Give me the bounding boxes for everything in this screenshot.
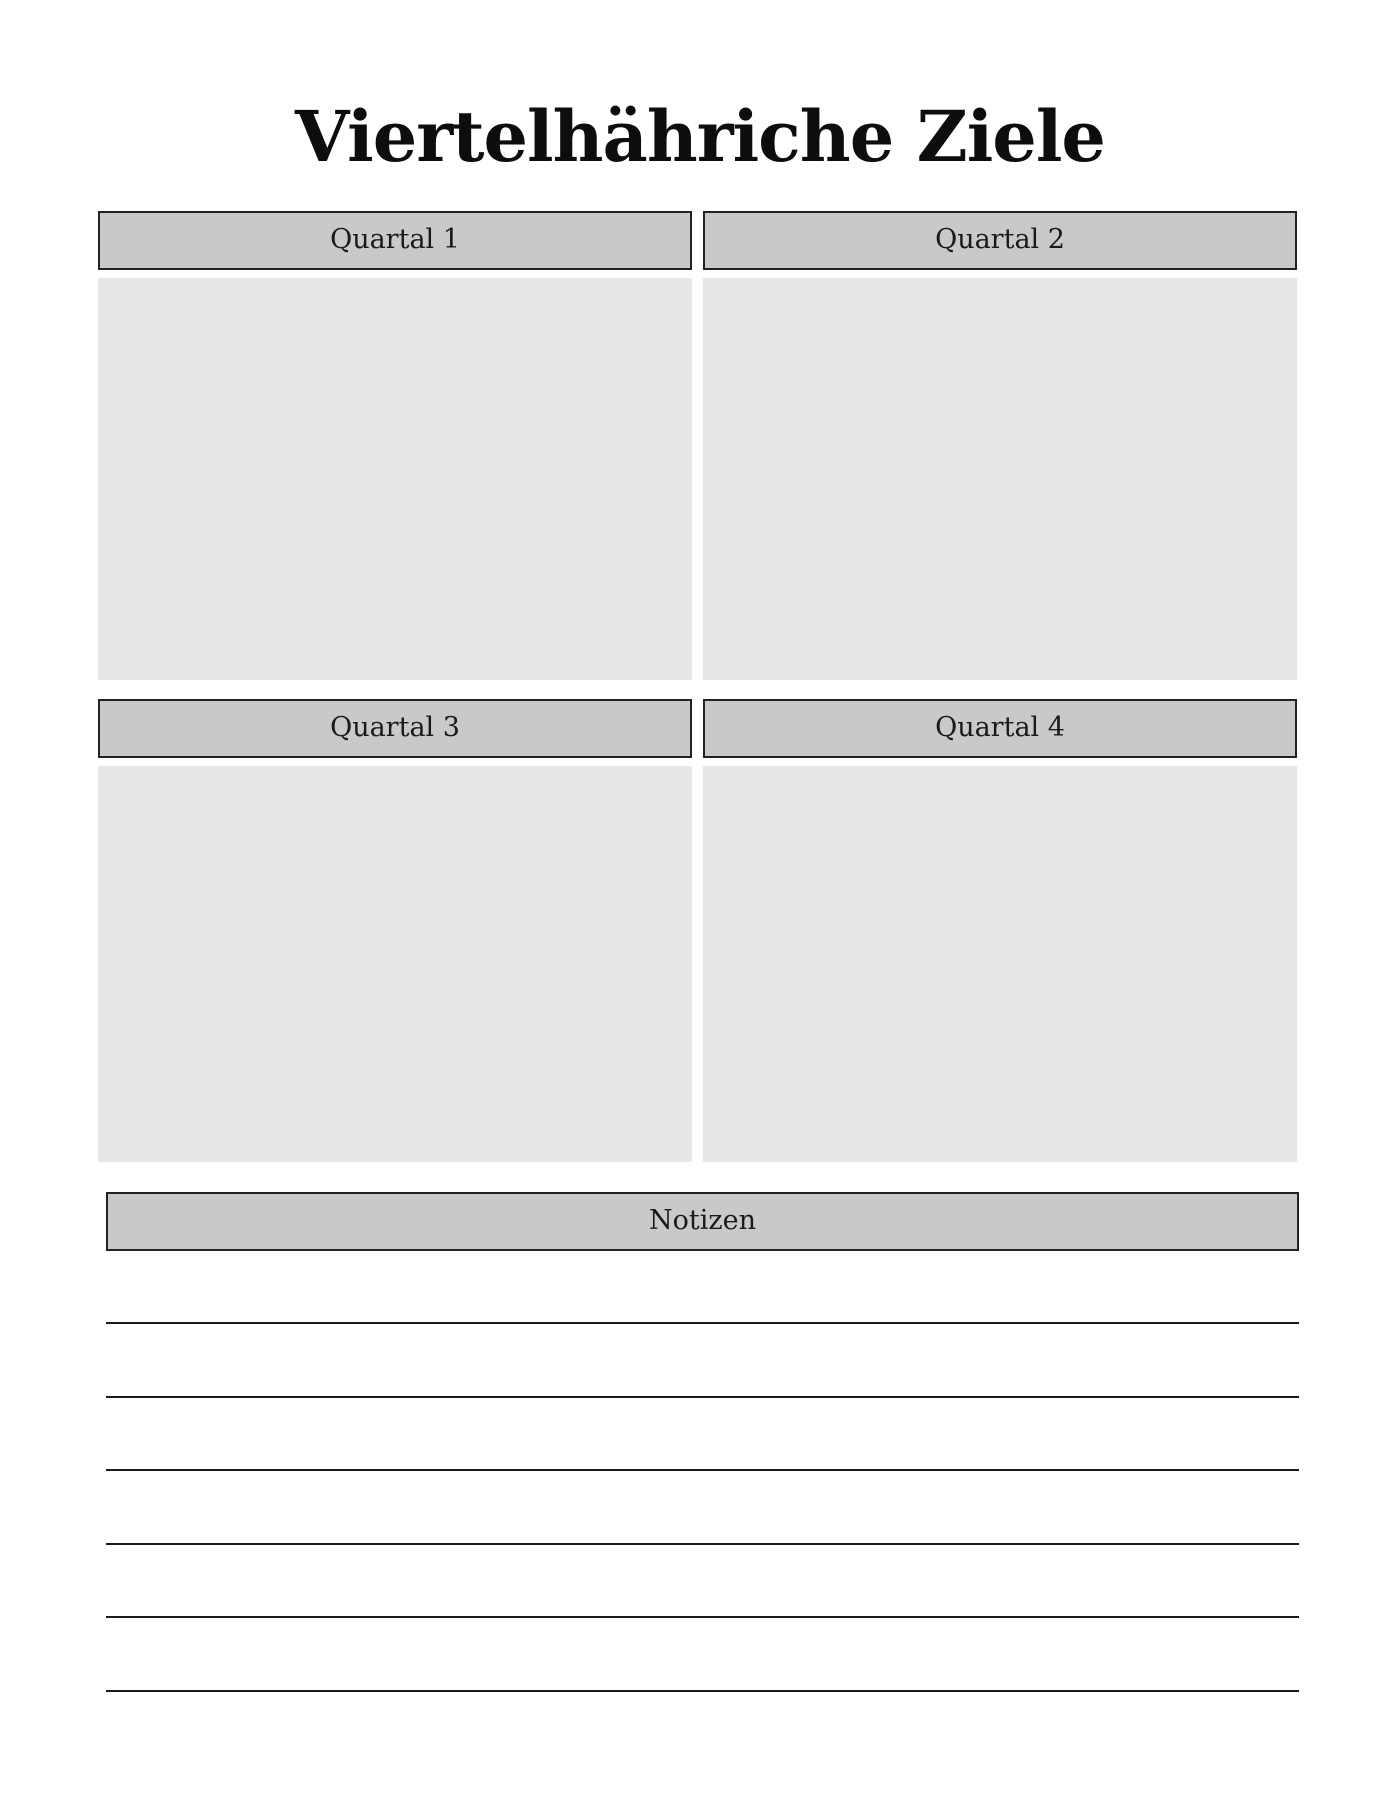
notes-line[interactable] [106,1690,1299,1692]
notes-line[interactable] [106,1322,1299,1324]
notes-line[interactable] [106,1616,1299,1618]
quarter-4-header: Quartal 4 [703,699,1297,758]
page-title: Viertelhähriche Ziele [295,95,1105,178]
quarter-1-header: Quartal 1 [98,211,692,270]
quarter-3-area[interactable] [98,766,692,1162]
quarter-4-area[interactable] [703,766,1297,1162]
notes-line[interactable] [106,1469,1299,1471]
notes-header: Notizen [106,1192,1299,1251]
quarter-2-area[interactable] [703,278,1297,680]
quarter-1-area[interactable] [98,278,692,680]
notes-line[interactable] [106,1396,1299,1398]
notes-line[interactable] [106,1543,1299,1545]
quarter-2-header: Quartal 2 [703,211,1297,270]
quarter-3-header: Quartal 3 [98,699,692,758]
